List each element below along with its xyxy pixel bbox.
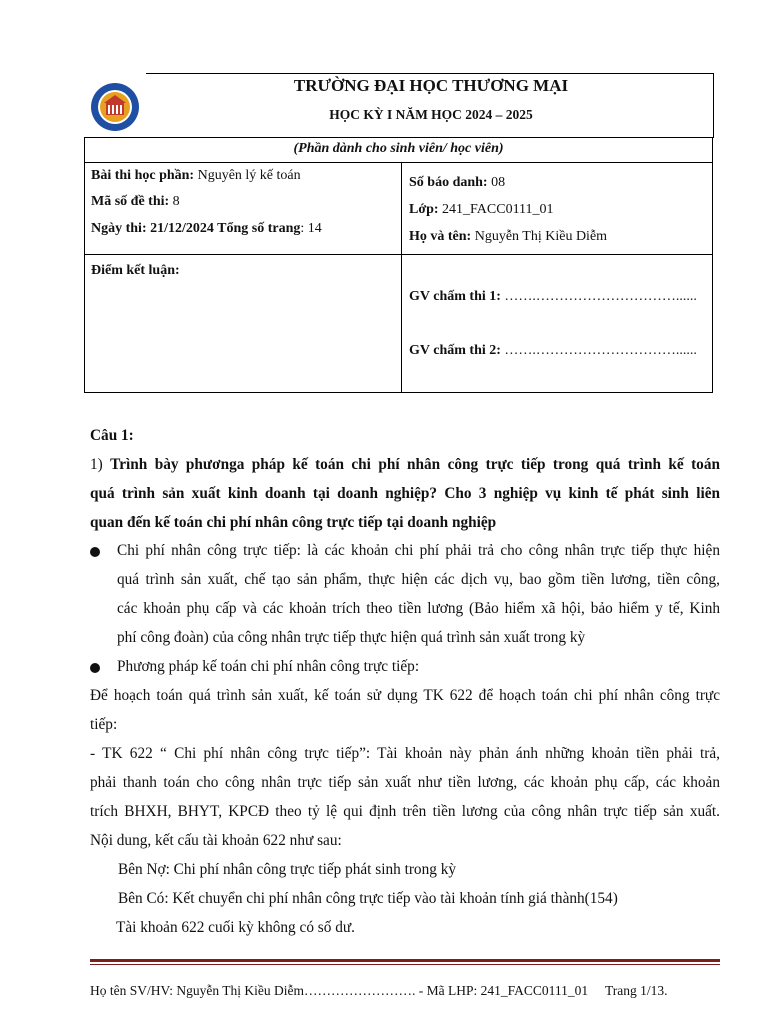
paragraph-line: tiếp: (90, 716, 118, 733)
exam-date-row: Ngày thi: 21/12/2024 Tổng số trang: 14 (91, 221, 322, 236)
question-line: 1) Trình bày phươnga pháp kế toán chi phí nhân công trực tiếp trong quá trình kế toán (90, 456, 720, 473)
class-row: Lớp: 241_FACC0111_01 (409, 202, 554, 217)
question-line: quan đến kế toán chi phí nhân công trực tiếp tại doanh nghiệp (90, 514, 497, 531)
paragraph-line: quá trình sản xuất, chế tạo sản phẩm, thực hiện các dịch vụ, bao gồm tiền lương, tiền công, (117, 571, 720, 588)
student-info-table (84, 137, 713, 393)
grader-2-row: GV chấm thi 2: …….…………………………...... (409, 343, 697, 358)
student-id-row: Số báo danh: 08 (409, 175, 506, 190)
paragraph-line: Nội dung, kết cấu tài khoản 622 như sau: (90, 832, 342, 849)
paragraph-line: Phương pháp kế toán chi phí nhân công trực tiếp: (117, 658, 420, 675)
university-logo (90, 82, 140, 132)
paragraph-line: phí công đoàn) của công nhân trực tiếp thực hiện quá trình sản xuất trong kỳ (117, 629, 586, 646)
final-score-label: Điểm kết luận: (91, 263, 180, 278)
exam-code-row: Mã số đề thi: 8 (91, 194, 180, 209)
academic-term: HỌC KỲ I NĂM HỌC 2024 – 2025 (329, 107, 533, 122)
school-name: TRƯỜNG ĐẠI HỌC THƯƠNG MẠI (293, 76, 569, 95)
paragraph-line: Để hoạch toán quá trình sản xuất, kế toán sử dụng TK 622 để hoạch toán chi phí nhân công trực (90, 687, 720, 704)
paragraph-line: trích BHXH, BHYT, KPCĐ theo tỷ lệ qui định trên tiền lương của công nhân trực tiếp sản xuất. (90, 803, 720, 820)
paragraph-line: Tài khoản 622 cuối kỳ không có số dư. (116, 919, 355, 936)
subject-row: Bài thi học phần: Nguyên lý kế toán (91, 168, 301, 183)
paragraph-line: Chi phí nhân công trực tiếp: là các khoản chi phí phải trả cho công nhân trực tiếp thực hiện (117, 542, 720, 559)
paragraph-line: Bên Nợ: Chi phí nhân công trực tiếp phát sinh trong kỳ (118, 861, 456, 878)
grader-1-row: GV chấm thi 1: …….…………………………...... (409, 289, 697, 304)
footer-rule (90, 964, 720, 965)
paragraph-line: Bên Có: Kết chuyển chi phí nhân công trực tiếp vào tài khoản tính giá thành(154) (118, 890, 618, 907)
student-name-row: Họ và tên: Nguyễn Thị Kiều Diễm (409, 229, 608, 244)
table-divider (401, 162, 402, 392)
question-line: quá trình sản xuất kinh doanh tại doanh nghiệp? Cho 3 nghiệp vụ kinh tế phát sinh liên (90, 485, 720, 502)
footer-info: Họ tên SV/HV: Nguyễn Thị Kiều Diễm……………………. - Mã LHP: 241_FACC0111_01 Trang 1/13. (90, 983, 668, 998)
bullet-dot (90, 547, 100, 557)
table-divider (85, 254, 712, 255)
paragraph-line: phải thanh toán cho công nhân trực tiếp sản xuất như tiền lương, các khoản phụ cấp, các khoản (90, 774, 720, 791)
question-heading: Câu 1: (90, 427, 134, 444)
table-divider (85, 162, 712, 163)
bullet-dot (90, 663, 100, 673)
page-number: Trang 1/13. (604, 983, 668, 998)
paragraph-line: các khoản phụ cấp và các khoản trích theo tiền lương (Bảo hiểm xã hội, bảo hiểm y tế, Kinh (117, 600, 720, 617)
section-note: (Phần dành cho sinh viên/ học viên) (293, 141, 504, 156)
paragraph-line: - TK 622 “ Chi phí nhân công trực tiếp”: Tài khoản này phản ánh những khoản tiền phải trả, (90, 745, 720, 762)
footer-rule (90, 959, 720, 962)
